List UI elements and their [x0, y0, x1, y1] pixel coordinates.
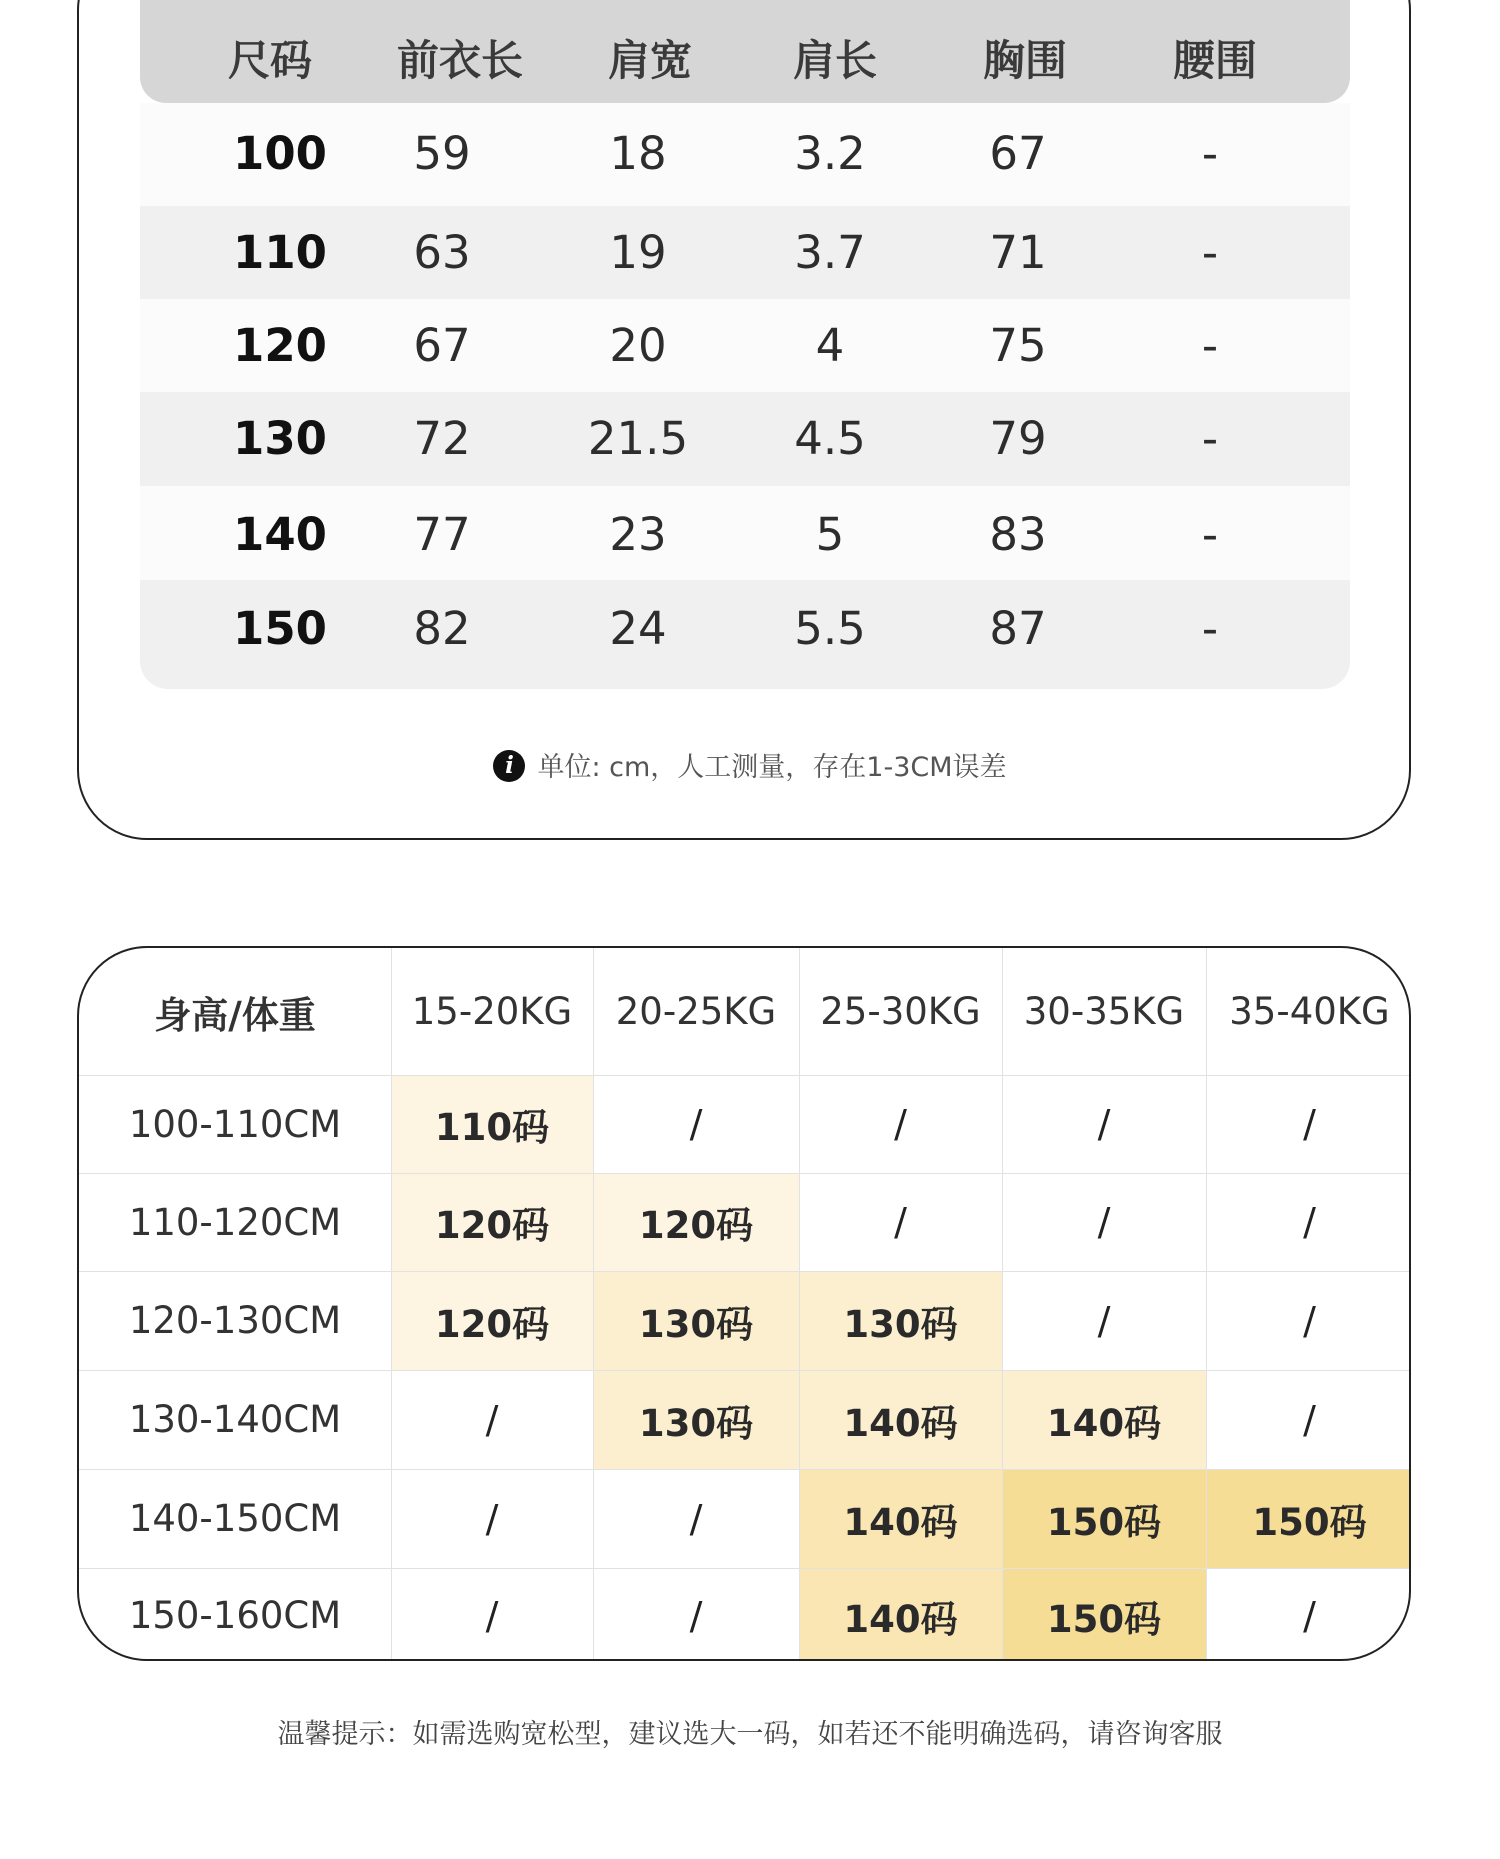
header-shoulder-length: 肩长 [792, 36, 877, 85]
size-value: 5 [815, 508, 845, 561]
measurement-note [0, 745, 1500, 785]
empty-cell: / [485, 1397, 499, 1442]
weight-header: 25-30KG [820, 990, 981, 1033]
fit-chart-card [77, 946, 1411, 1661]
size-row [140, 299, 1350, 392]
size-recommendation: 140码 [1046, 1401, 1162, 1445]
size-label: 120 [233, 319, 327, 372]
size-recommendation: 140码 [843, 1597, 958, 1641]
size-label: 130 [233, 412, 327, 465]
header-size: 尺码 [227, 36, 312, 85]
size-value: 4.5 [794, 412, 866, 465]
empty-cell: / [485, 1496, 499, 1541]
size-value: 67 [413, 319, 471, 372]
size-recommendation: 120码 [434, 1302, 550, 1346]
header-shoulder-width: 肩宽 [607, 36, 692, 85]
empty-cell: / [1303, 1298, 1316, 1343]
size-value: 87 [989, 602, 1047, 655]
empty-cell: / [1303, 1397, 1316, 1442]
size-value: 63 [413, 226, 471, 279]
size-value: 72 [413, 412, 471, 465]
size-recommendation: 140码 [843, 1500, 958, 1544]
size-recommendation: 130码 [638, 1401, 754, 1445]
empty-cell: / [1303, 1593, 1316, 1638]
size-value: 18 [609, 127, 667, 180]
size-value: - [1201, 226, 1219, 279]
size-label: 110 [233, 226, 327, 279]
empty-cell: / [689, 1102, 703, 1146]
empty-cell: / [1303, 1102, 1316, 1146]
size-recommendation: 140码 [843, 1401, 958, 1445]
size-value: 23 [609, 508, 667, 561]
size-value: 20 [609, 319, 667, 372]
size-label: 100 [233, 127, 327, 180]
size-row [140, 206, 1350, 299]
tip-text: 温馨提示：如需选购宽松型，建议选大一码，如若还不能明确选码，请咨询客服 [277, 1719, 1223, 1750]
size-value: 59 [413, 127, 471, 180]
empty-cell: / [1097, 1298, 1111, 1343]
weight-header: 15-20KG [411, 990, 573, 1033]
size-value: 79 [989, 412, 1047, 465]
size-recommendation: 150码 [1252, 1500, 1367, 1544]
size-recommendation: 120码 [638, 1204, 754, 1247]
height-label: 140-150CM [128, 1497, 342, 1540]
size-table-header [140, 0, 1350, 103]
size-value: 82 [413, 602, 471, 655]
empty-cell: / [1303, 1200, 1316, 1244]
weight-header: 35-40KG [1229, 990, 1390, 1033]
size-value: 19 [609, 226, 667, 279]
note-text: 单位: cm，人工测量，存在1-3CM误差 [537, 752, 1007, 783]
size-value: - [1201, 508, 1219, 561]
empty-cell: / [1097, 1200, 1111, 1244]
size-value: 24 [609, 602, 667, 655]
size-row [140, 486, 1350, 580]
size-label: 140 [233, 508, 327, 561]
size-value: 77 [413, 508, 471, 561]
empty-cell: / [1097, 1102, 1111, 1146]
header-front-length: 前衣长 [396, 36, 523, 85]
empty-cell: / [689, 1593, 703, 1638]
size-recommendation: 150码 [1046, 1597, 1162, 1641]
empty-cell: / [894, 1200, 907, 1244]
size-recommendation: 110码 [434, 1106, 550, 1149]
size-recommendation: 150码 [1046, 1500, 1162, 1544]
size-value: 71 [989, 226, 1047, 279]
size-value: 4 [815, 319, 845, 372]
size-value: 3.7 [794, 226, 866, 279]
size-recommendation: 130码 [638, 1302, 754, 1346]
height-label: 130-140CM [128, 1398, 342, 1441]
corner-label: 身高/体重 [154, 993, 316, 1037]
size-value: - [1201, 127, 1219, 180]
size-recommendation: 120码 [434, 1204, 550, 1247]
size-value: 3.2 [794, 127, 866, 180]
size-row [140, 103, 1350, 206]
info-icon: i [493, 750, 525, 782]
height-label: 110-120CM [128, 1200, 342, 1244]
size-label: 150 [233, 602, 327, 655]
height-label: 100-110CM [128, 1102, 342, 1146]
header-waist: 腰围 [1172, 36, 1257, 85]
weight-header: 20-25KG [615, 990, 777, 1033]
weight-header: 30-35KG [1023, 990, 1185, 1033]
size-value: 21.5 [587, 412, 689, 465]
size-value: 83 [989, 508, 1047, 561]
size-row [140, 580, 1350, 689]
size-recommendation: 130码 [843, 1302, 958, 1346]
size-table-body [140, 103, 1350, 689]
empty-cell: / [485, 1593, 499, 1638]
empty-cell: / [689, 1496, 703, 1541]
empty-cell: / [894, 1102, 907, 1146]
header-chest: 胸围 [982, 36, 1067, 85]
size-value: - [1201, 319, 1219, 372]
size-row [140, 392, 1350, 486]
size-value: - [1201, 602, 1219, 655]
size-value: 5.5 [794, 602, 866, 655]
height-label: 120-130CM [128, 1299, 342, 1342]
size-value: 75 [989, 319, 1047, 372]
height-label: 150-160CM [128, 1594, 342, 1637]
size-value: - [1201, 412, 1219, 465]
size-value: 67 [989, 127, 1047, 180]
